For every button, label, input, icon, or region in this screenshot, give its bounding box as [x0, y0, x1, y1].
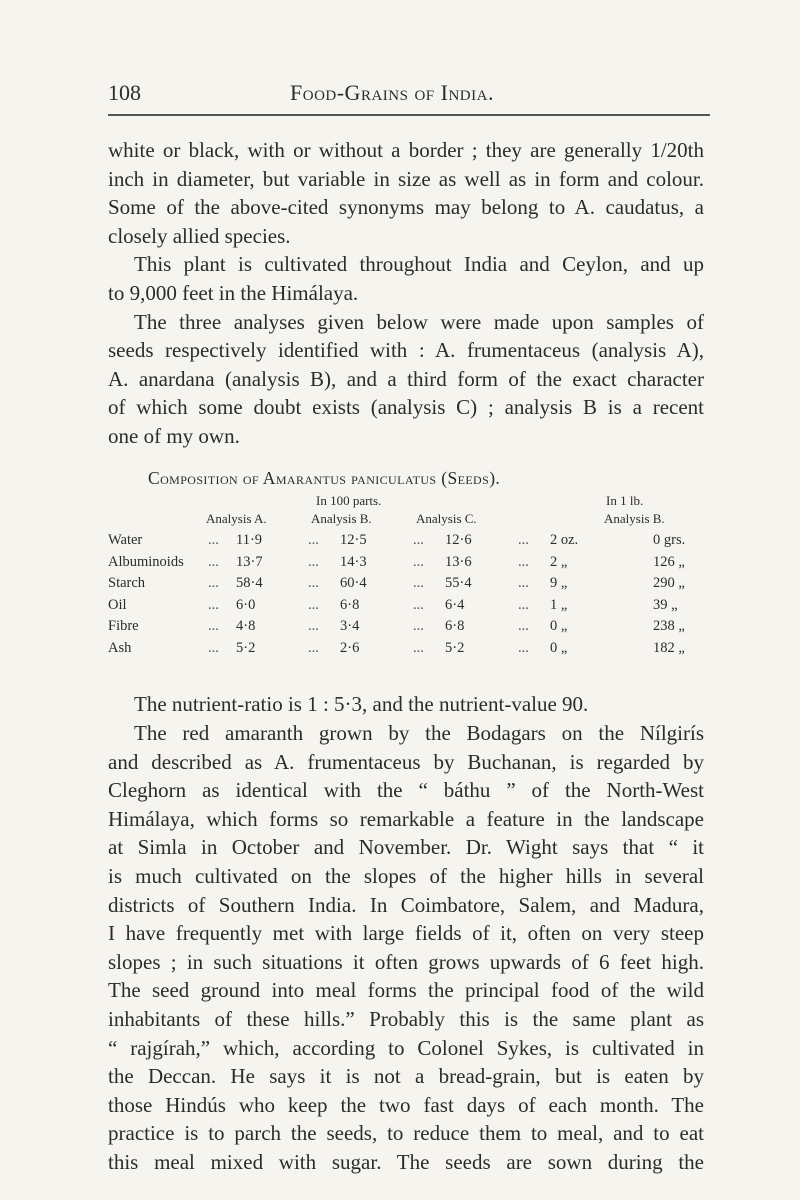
leader-dots: ...: [208, 639, 219, 656]
leader-dots: ...: [518, 553, 529, 570]
table-row: [108, 640, 708, 662]
text-line: those Hindús who keep the two fast days of each month. The: [108, 1092, 704, 1117]
cell-grains: 238 „: [653, 618, 685, 634]
table-row: [108, 618, 708, 640]
leader-dots: ...: [308, 532, 319, 548]
text-line: of which some doubt exists (analysis C) ; analysis B is a recent: [108, 395, 704, 420]
column-heading-analysis-b: Analysis B.: [311, 511, 372, 526]
text-line: This plant is cultivated throughout India and Ceylon, and up: [134, 252, 704, 277]
cell-analysis-c: 5·2: [445, 639, 465, 656]
page-number: 108: [108, 80, 141, 105]
text-line: practice is to parch the seeds, to reduce them to meal, and to eat: [108, 1121, 704, 1146]
row-label: Starch: [108, 575, 146, 591]
text-line: and described as A. frumentaceus by Buchanan, is regarded by: [108, 749, 704, 774]
text-line: The red amaranth grown by the Bodagars on the Nílgirís: [134, 721, 704, 745]
leader-dots: ...: [413, 553, 424, 570]
cell-analysis-b: 3·4: [340, 618, 360, 634]
leader-dots: ...: [308, 639, 319, 656]
cell-analysis-b: 2·6: [340, 639, 360, 656]
text-line: inch in diameter, but variable in size as well as in form and colour.: [108, 166, 704, 191]
text-line: one of my own.: [108, 424, 240, 448]
column-heading-lb-analysis-b: Analysis B.: [604, 511, 665, 526]
cell-ounces: 2 oz.: [550, 532, 579, 548]
cell-grains: 182 „: [653, 639, 685, 656]
column-heading-analysis-a: Analysis A.: [206, 511, 267, 526]
table-row: [108, 554, 708, 576]
row-label: Ash: [108, 639, 132, 656]
text-line: districts of Southern India. In Coimbatore, Salem, and Madura,: [108, 892, 704, 917]
table-row: [108, 532, 708, 554]
table-row: [108, 597, 708, 619]
leader-dots: ...: [208, 596, 219, 613]
column-heading-analysis-c: Analysis C.: [416, 511, 477, 526]
leader-dots: ...: [518, 618, 529, 634]
row-label: Fibre: [108, 618, 139, 634]
text-line: at Simla in October and November. Dr. Wight says that “ it: [108, 835, 704, 860]
text-line: closely allied species.: [108, 223, 291, 248]
leader-dots: ...: [518, 575, 529, 591]
cell-analysis-c: 12·6: [445, 532, 472, 548]
text-line: inhabitants of these hills.” Probably this is the same plant as: [108, 1007, 704, 1031]
cell-ounces: 1 „: [550, 596, 568, 613]
text-line: The seed ground into meal forms the principal food of the wild: [108, 978, 704, 1003]
cell-analysis-b: 6·8: [340, 596, 360, 613]
leader-dots: ...: [308, 618, 319, 634]
leader-dots: ...: [308, 553, 319, 570]
leader-dots: ...: [413, 639, 424, 656]
cell-ounces: 0 „: [550, 618, 568, 634]
row-label: Albuminoids: [108, 553, 184, 570]
leader-dots: ...: [208, 618, 219, 634]
cell-analysis-a: 4·8: [236, 618, 256, 634]
text-line: Cleghorn as identical with the “ báthu ” of the North-West: [108, 778, 704, 803]
text-line: is much cultivated on the slopes of the higher hills in several: [108, 864, 704, 888]
leader-dots: ...: [518, 639, 529, 656]
text-line: “ rajgírah,” which, according to Colonel Sykes, is cultivated in: [108, 1035, 704, 1060]
leader-dots: ...: [208, 575, 219, 591]
leader-dots: ...: [208, 553, 219, 570]
text-line: seeds respectively identified with : A. frumentaceus (analysis A),: [108, 338, 704, 363]
leader-dots: ...: [413, 532, 424, 548]
cell-analysis-b: 60·4: [340, 575, 367, 591]
leader-dots: ...: [413, 575, 424, 591]
cell-analysis-c: 6·4: [445, 596, 465, 613]
running-title: Food-Grains of India.: [290, 80, 494, 105]
group-heading-100-parts: In 100 parts.: [316, 493, 382, 508]
text-line: The three analyses given below were made upon samples of: [134, 309, 704, 334]
text-line: the Deccan. He says it is not a bread-grain, but is eaten by: [108, 1064, 704, 1089]
cell-ounces: 0 „: [550, 639, 568, 656]
group-heading-1-lb: In 1 lb.: [606, 493, 644, 508]
cell-grains: 0 grs.: [653, 532, 686, 548]
cell-analysis-a: 58·4: [236, 575, 263, 591]
table-row: [108, 575, 708, 597]
text-line: this meal mixed with sugar. The seeds are sown during the: [108, 1150, 704, 1174]
leader-dots: ...: [518, 532, 529, 548]
text-line: white or black, with or without a border ; they are generally 1/20th: [108, 138, 704, 162]
leader-dots: ...: [413, 596, 424, 613]
header-rule: [108, 114, 710, 116]
cell-analysis-b: 14·3: [340, 553, 367, 570]
cell-analysis-a: 13·7: [236, 553, 263, 570]
text-line: I have frequently met with large fields of it, often on very steep: [108, 921, 704, 946]
cell-grains: 126 „: [653, 553, 685, 570]
text-line: to 9,000 feet in the Himálaya.: [108, 281, 359, 305]
cell-analysis-b: 12·5: [340, 532, 367, 548]
text-line: slopes ; in such situations it often grows upwards of 6 feet high.: [108, 949, 704, 974]
cell-ounces: 9 „: [550, 575, 568, 591]
row-label: Water: [108, 532, 143, 548]
leader-dots: ...: [518, 596, 529, 613]
cell-ounces: 2 „: [550, 553, 568, 570]
cell-analysis-a: 5·2: [236, 639, 256, 656]
cell-analysis-a: 11·9: [236, 532, 263, 548]
cell-analysis-c: 55·4: [445, 575, 472, 591]
leader-dots: ...: [308, 575, 319, 591]
row-label: Oil: [108, 596, 127, 613]
text-line: Some of the above-cited synonyms may belong to A. caudatus, a: [108, 195, 704, 220]
text-line: A. anardana (analysis B), and a third form of the exact character: [108, 366, 704, 391]
cell-analysis-c: 6·8: [445, 618, 465, 634]
text-line: Himálaya, which forms so remarkable a feature in the landscape: [108, 806, 704, 831]
table-title: Composition of Amarantus paniculatus (Seeds).: [148, 468, 501, 488]
cell-grains: 39 „: [653, 596, 678, 613]
page-header: [108, 76, 708, 116]
cell-analysis-c: 13·6: [445, 553, 472, 570]
leader-dots: ...: [308, 596, 319, 613]
text-line: The nutrient-ratio is 1 : 5·3, and the nutrient-value 90.: [134, 692, 589, 716]
cell-analysis-a: 6·0: [236, 596, 256, 613]
leader-dots: ...: [413, 618, 424, 634]
leader-dots: ...: [208, 532, 219, 548]
cell-grains: 290 „: [653, 575, 685, 591]
